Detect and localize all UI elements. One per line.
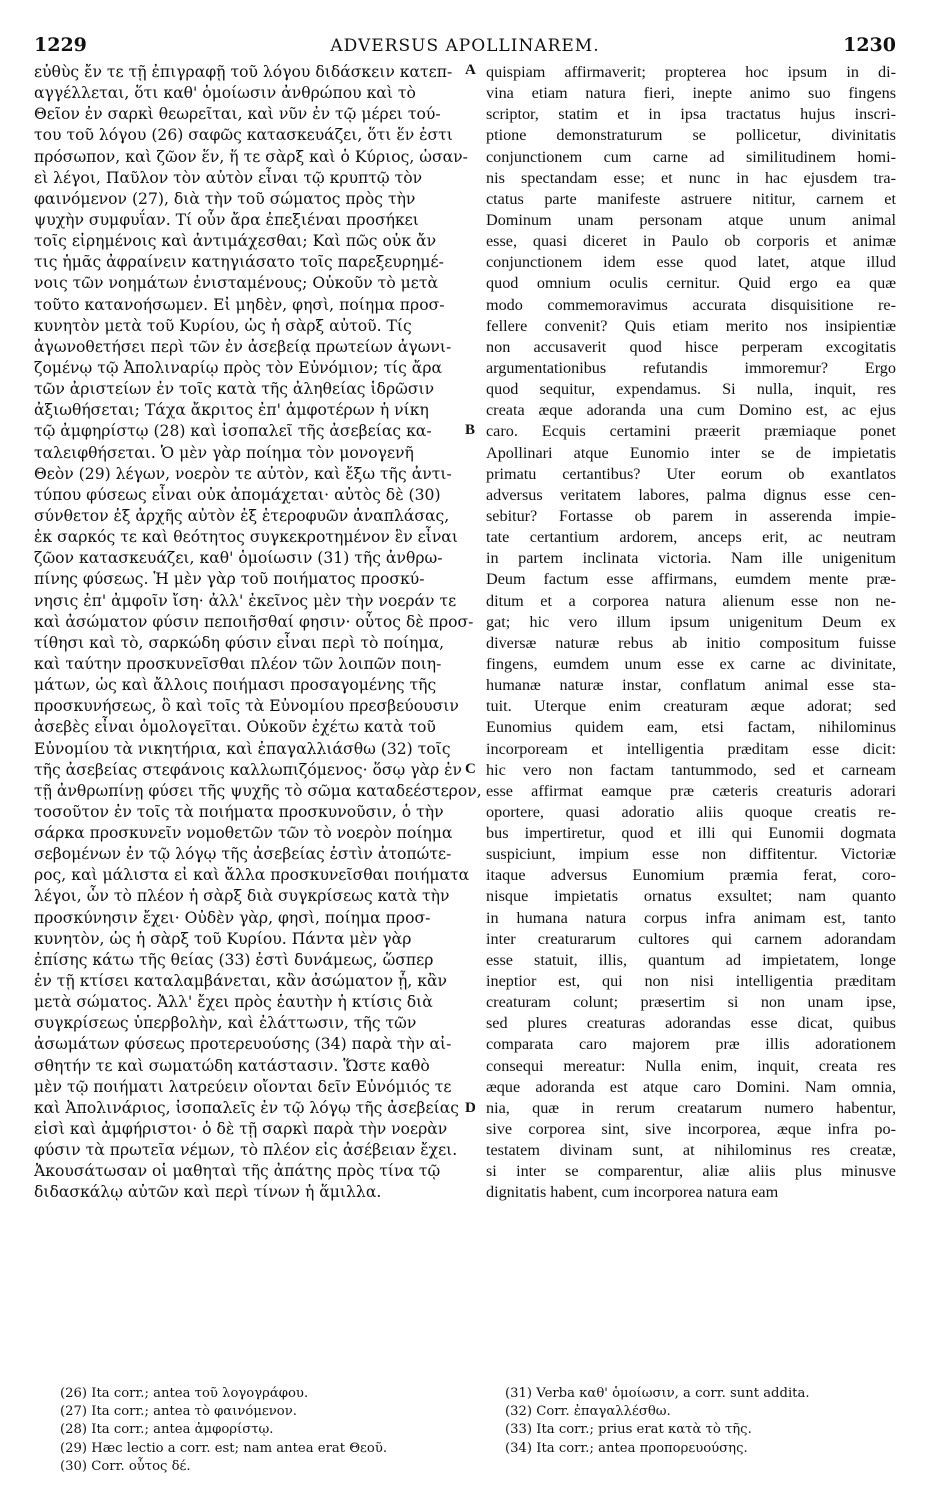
latin-text-line: non accusaverit quod hisce perperam excogitatis (486, 337, 896, 356)
latin-text-column (486, 62, 896, 1204)
latin-text-line: suspiciunt, impium esse non diffitentur. Victoriæ (486, 845, 896, 864)
greek-text-line: ἀγωνοθετήσει περὶ τῶν ἐν ἀσεβείᾳ πρωτείων ἀγωνι- (34, 337, 452, 356)
latin-text-line: testatem divinam sunt, at nihilominus res creatæ, (486, 1141, 896, 1160)
latin-text-line: si inter se comparentur, aliæ aliis plus minusve (486, 1162, 896, 1181)
page-header (34, 34, 896, 60)
greek-text-line: καὶ ἀσώματον φύσιν πεποιῆσθαί φησιν· οὗτος δὲ προσ- (34, 612, 474, 631)
latin-text-line: incorpoream et intelligentia præditam esse dicit: (486, 739, 896, 758)
greek-text-line: ταλειφθήσεται. Ὁ μὲν γὰρ ποίημα τὸν μονογενῆ (34, 443, 414, 462)
latin-text-line: æque adoranda est atque caro Domini. Nam omnia, (486, 1077, 896, 1096)
latin-text-line: nis spectandam esse; et nunc in hac ejusdem tra- (486, 168, 896, 187)
greek-text-line: εὐθὺς ἔν τε τῇ ἐπιγραφῇ τοῦ λόγου διδάσκειν κατεπ- (34, 63, 453, 81)
latin-text-line: nia, quæ in rerum creatarum numero habentur, (486, 1098, 896, 1117)
latin-text-line: primatu certantibus? Uter eorum ob exantlatos (486, 464, 896, 483)
greek-text-line: καὶ ταύτην προσκυνεῖσθαι πλέον τῶν λοιπῶν ποιη- (34, 654, 442, 673)
greek-text-column (34, 62, 482, 1204)
footnote: (31) Verba καθ' ὁμοίωσιν, a corr. sunt addita. (505, 1386, 810, 1401)
latin-text-line: quod omnium oculis cernitur. Quid ergo ea quæ (486, 274, 896, 293)
latin-text-line: creata æque adoranda una cum Domino est, ac ejus (486, 401, 896, 420)
greek-text-line: εὶ λέγοι, Παῦλον τὸν αὐτὸν εἶναι τῷ κρυπτῷ τὸν (34, 168, 423, 187)
greek-text-line: αγγέλλεται, ὅτι καθ' ὁμοίωσιν ἀνθρώπου καὶ τὸ (34, 84, 416, 103)
greek-text-line: ἐκ σαρκός τε καὶ θεότητος συγκεκροτημένον ἓν εἶναι (34, 528, 458, 547)
right-column-number: 1230 (843, 34, 896, 56)
greek-text-line: τοσοῦτον ἐν τοῖς τὰ ποιήματα προσκυνοῦσιν, ὁ τὴν (34, 802, 444, 821)
latin-text-line: conjunctionem cum carne ad similitudinem homi- (486, 147, 896, 166)
greek-text-line: πρόσωπον, καὶ ζῶον ἕν, ἥ τε σὰρξ καὶ ὁ Κύριος, ὡσαν- (34, 147, 468, 166)
footnotes-left (60, 1385, 460, 1476)
latin-text-line: nisque impietatis ornatus exsultet; nam quanto (486, 887, 896, 906)
latin-text-line: caro. Ecquis certamini præerit præmiaque ponet (486, 422, 896, 441)
latin-text-line: ptione demonstraturum se pollicetur, divinitatis (486, 126, 896, 145)
latin-text-line: conjunctionem idem esse quod latet, atque illud (486, 253, 896, 272)
footnotes-right (505, 1385, 900, 1458)
footnote: (32) Corr. ἐπαγαλλέσθω. (505, 1404, 671, 1420)
margin-marker-c: C (465, 761, 476, 777)
latin-text-line: tate certantium ardorem, anceps erit, ac neutram (486, 528, 896, 547)
greek-text-line: ἐν τῇ κτίσει καταλαμβάνεται, κἂν ἀσώματον ᾖ, κἂν (34, 972, 448, 991)
latin-text-line: argumentationibus refutandis immoremur? Ergo (486, 358, 896, 377)
latin-text-line: esse, quasi diceret in Paulo ob corporis et animæ (486, 232, 896, 251)
greek-text-line: τῇ ἀνθρωπίνῃ φύσει τῆς ψυχῆς τὸ σῶμα καταδεέστερον, (34, 781, 482, 800)
latin-text-line: sive corporea sint, sive incorporea, æque infra po- (486, 1120, 896, 1139)
greek-text-line: του τοῦ λόγου (26) σαφῶς κατασκευάζει, ὅτι ἕν ἐστι (34, 126, 453, 145)
latin-text-line: quod sequitur, expendamus. Si nulla, inquit, res (486, 380, 896, 399)
latin-text-line: dignitatis habent, cum incorporea natura eam (486, 1183, 779, 1202)
greek-text-line: πίνης φύσεως. Ἡ μὲν γὰρ τοῦ ποιήματος προσκύ- (34, 570, 425, 589)
latin-text-line: sed plures creaturas adorandas esse dicat, quibus (486, 1014, 896, 1033)
greek-text-line: μετὰ σώματος. Ἀλλ' ἔχει πρὸς ἑαυτὴν ἡ κτίσις διὰ (34, 993, 433, 1012)
greek-text-line: Εὐνομίου τὰ νικητήρια, καὶ ἐπαγαλλιάσθω (32) τοῖς (34, 739, 451, 758)
latin-text-line: inter creaturarum cultores qui carnem adorandam (486, 929, 896, 948)
latin-text-line: Dominum unam personam atque unum animal (486, 210, 896, 229)
latin-text-line: humanæ naturæ instar, conflatum animal esse sta- (486, 676, 896, 695)
greek-text-line: ζομένῳ τῷ Ἀπολιναρίῳ πρὸς τὸν Εὐνόμιον; τίς ἄρα (34, 358, 443, 377)
greek-text-line: Θεὸν (29) λέγων, νοερὸν τε αὐτὸν, καὶ ἔξω τῆς ἀντι- (34, 464, 452, 483)
greek-text-line: ἀσεβὲς εἶναι ὁμολογεῖται. Οὐκοῦν ἐχέτω κατὰ τοῦ (34, 718, 436, 737)
margin-marker-d: D (465, 1100, 476, 1116)
greek-text-line: σεβομένων ἐν τῷ λόγῳ τῆς ἀσεβείας ἐστὶν ἀτοπώτε- (34, 845, 452, 864)
latin-text-line: Eunomius quidem eam, etsi factam, nihilominus (486, 718, 896, 737)
footnote: (29) Hæc lectio a corr. est; nam antea erat Θεοῦ. (60, 1440, 388, 1456)
latin-text-line: esse statuit, illis, quantum ad impietatem, longe (486, 950, 896, 969)
margin-marker-b: B (465, 422, 476, 438)
greek-text-line: σύνθετον ἐξ ἀρχῆς αὐτὸν ἐξ ἑτεροφυῶν ἀναπλάσας, (34, 506, 450, 525)
greek-text-line: ἐπίσης κάτω τῆς θείας (33) ἐστὶ δυνάμεως, ὥσπερ (34, 950, 434, 969)
latin-text-line: modo commemoravimus accurata disquisitione re- (486, 295, 896, 314)
greek-text-line: Θεῖον ἐν σαρκὶ θεωρεῖται, καὶ νῦν ἐν τῷ μέρει τού- (34, 105, 441, 124)
greek-text-line: φαινόμενον (27), διὰ τὴν τοῦ σώματος πρὸς τὴν (34, 189, 416, 208)
greek-text-line: σάρκα προσκυνεῖν νομοθετῶν τῶν τὸ νοερὸν ποίημα (34, 824, 453, 843)
footnote: (28) Ita corr.; antea ἀμφορίστῳ. (60, 1422, 274, 1438)
greek-text-line: καὶ Ἀπολινάριος, ἰσοπαλεῖς ἐν τῷ λόγῳ τῆς ἀσεβείας (34, 1098, 460, 1117)
greek-text-line: προσκύνησιν ἔχει· Οὐδὲν γὰρ, φησὶ, ποίημα προσ- (34, 908, 431, 927)
footnote: (27) Ita corr.; antea τὸ φαινόμενον. (60, 1404, 297, 1420)
latin-text-line: Deum factum esse affirmans, eumdem mente præ- (486, 570, 896, 589)
footnote: (33) Ita corr.; prius erat κατὰ τὸ τῆς. (505, 1422, 752, 1438)
footnote: (30) Corr. οὗτος δέ. (60, 1458, 191, 1474)
latin-text-line: diversæ naturæ rebus ab initio compositum fuisse (486, 633, 896, 652)
greek-text-line: διδασκάλῳ αὐτῶν καὶ περὶ τίνων ἡ ἅμιλλα. (34, 1183, 382, 1202)
latin-text-line: hic vero non factam tantummodo, sed et carneam (486, 760, 896, 779)
latin-text-line: scriptor, statim et in ipsa tractatus hujus inscri- (486, 105, 896, 124)
latin-text-line: itaque adversus Eunomium præmia ferat, coro- (486, 866, 896, 885)
latin-text-line: comparata caro majorem præ illis adorationem (486, 1035, 896, 1054)
greek-text-line: μὲν τῷ ποιήματι λατρεύειν οἴονται δεῖν Εὐνόμιός τε (34, 1077, 452, 1096)
latin-text-line: gat; hic vero illum ipsum unigenitum Deum ex (486, 612, 896, 631)
greek-text-line: εἰσὶ καὶ ἀμφήριστοι· ὁ δὲ τῇ σαρκὶ παρὰ τὴν νοερὰν (34, 1120, 448, 1139)
greek-text-line: ἀξιωθήσεται; Τάχα ἄκριτος ἐπ' ἀμφοτέρων ἡ νίκη (34, 401, 429, 420)
latin-text-line: sebitur? Fortasse ob parem in asserenda impie- (486, 506, 896, 525)
greek-text-line: ἀσωμάτων φύσεως προτερευούσης (34) παρὰ τὴν αἰ- (34, 1035, 452, 1054)
greek-text-line: τῷ ἀμφηρίστῳ (28) καὶ ἰσοπαλεῖ τῆς ἀσεβείας κα- (34, 422, 432, 441)
greek-text-line: τις ἡμᾶς ἀφραίνειν κατηγιάσατο τοῖς παρεξευρημέ- (34, 253, 444, 272)
greek-text-line: τῶν ἀριστείων ἐν τοῖς κατὰ τῆς ἀληθείας ἱδρῶσιν (34, 380, 435, 399)
latin-text-line: consequi mereatur: Nulla enim, inquit, creata res (486, 1056, 896, 1075)
greek-text-line: προσκυνήσεως, ὃ καὶ τοῖς τὰ Εὐνομίου πρεσβεύουσιν (34, 697, 459, 716)
latin-text-line: fingens, eumdem unum esse ex carne ac divinitate, (486, 654, 896, 673)
left-column-number: 1229 (34, 34, 87, 56)
greek-text-line: Ἀκουσάτωσαν οἱ μαθηταὶ τῆς ἀπάτης πρὸς τίνα τῷ (34, 1162, 441, 1181)
greek-text-line: τίθησι καὶ τὸ, σαρκώδη φύσιν εἶναι περὶ τὸ ποίημα, (34, 633, 445, 652)
greek-text-line: λέγοι, ὧν τὸ πλέον ἡ σὰρξ διὰ συγκρίσεως κατὰ τὴν (34, 887, 450, 906)
latin-text-line: adversus veritatem labores, palma dignus esse cen- (486, 485, 896, 504)
greek-text-line: ψυχὴν συμφυΐαν. Τί οὖν ἄρα ἐπεξιέναι προσήκει (34, 210, 419, 229)
greek-text-line: ρος, καὶ μάλιστα εἰ καὶ ἄλλα προσκυνεῖσθαι ποιήματα (34, 866, 470, 885)
greek-text-line: τοῖς εἰρημένοις καὶ ἀντιμάχεσθαι; Καὶ πῶς οὐκ ἄν (34, 232, 437, 251)
greek-text-line: τοῦτο κατανοήσωμεν. Εἰ μηδὲν, φησὶ, ποίημα προσ- (34, 295, 445, 314)
greek-text-line: τῆς ἀσεβείας στεφάνοις καλλωπιζόμενος· ὅσῳ γὰρ ἐν (34, 760, 463, 779)
greek-text-line: συγκρίσεως ὑπερβολὴν, καὶ ἐλάττωσιν, τῆς τῶν (34, 1014, 417, 1033)
latin-text-line: ditum et a corporea natura alienum esse non ne- (486, 591, 896, 610)
latin-text-line: vina etiam natura fieri, inepte animo suo fingens (486, 84, 896, 103)
latin-text-line: in humana natura corpus infra animam est, tanto (486, 908, 896, 927)
latin-text-line: Apollinari atque Eunomio inter se de impietatis (486, 443, 896, 462)
greek-text-line: κυνητὸν μετὰ τοῦ Κυρίου, ὡς ἡ σὰρξ αὐτοῦ. Τίς (34, 316, 412, 335)
latin-text-line: in partem inclinata victoria. Nam ille unigenitum (486, 549, 896, 568)
latin-text-line: tuit. Uterque enim creaturam æque adorat; sed (486, 697, 896, 716)
footnote: (34) Ita corr.; antea προπορευούσης. (505, 1440, 748, 1456)
latin-text-line: fellere convenit? Quis etiam merito nos insipientiæ (486, 316, 896, 335)
greek-text-line: νησις ἐπ' ἀμφοῖν ἴση· ἀλλ' ἐκεῖνος μὲν τὴν νοεράν τε (34, 591, 457, 610)
greek-text-line: φύσιν τὰ πρωτεῖα νέμων, τὸ πλέον εἰς ἀσέβειαν ἔχει. (34, 1141, 458, 1160)
latin-text-line: bus impertiretur, quod et illi qui Eunomii dogmata (486, 824, 896, 843)
latin-text-line: ineptior est, qui non nisi intelligentia præditam (486, 972, 896, 991)
greek-text-line: ζῶον κατασκευάζει, καθ' ὁμοίωσιν (31) τῆς ἀνθρω- (34, 549, 443, 568)
greek-text-line: σθητήν τε καὶ σωματώδη κατάστασιν. Ὥστε καθὸ (34, 1056, 430, 1075)
greek-text-line: νοις τῶν νοημάτων ἐνισταμένους; Οὐκοῦν τὸ μετὰ (34, 274, 439, 293)
greek-text-line: κυνητὸν, ὡς ἡ σὰρξ τοῦ Κυρίου. Πάντα μὲν γὰρ (34, 929, 412, 948)
footnote: (26) Ita corr.; antea τοῦ λογογράφου. (60, 1386, 309, 1401)
greek-text-line: μάτων, ὡς καὶ ἄλλοις ποιήμασι προσαγομένης τῆς (34, 676, 437, 695)
greek-text-line: τύπου φύσεως εἶναι οὐκ ἀπομάχεται· αὐτὸς δὲ (30) (34, 485, 441, 504)
latin-text-line: ctatus parte manifeste astruere nititur, carnem et (486, 189, 896, 208)
latin-text-line: creaturam colunt; præsertim si non unam ipse, (486, 993, 896, 1012)
latin-text-line: quispiam affirmaverit; propterea hoc ipsum in di- (486, 63, 896, 81)
running-title: ADVERSUS APOLLINAREM. (330, 36, 600, 56)
margin-marker-a: A (465, 62, 476, 78)
latin-text-line: esse affirmat eamque præ cæteris creaturis adorari (486, 781, 896, 800)
latin-text-line: oportere, quasi adoratio aliis quoque creatis re- (486, 802, 896, 821)
